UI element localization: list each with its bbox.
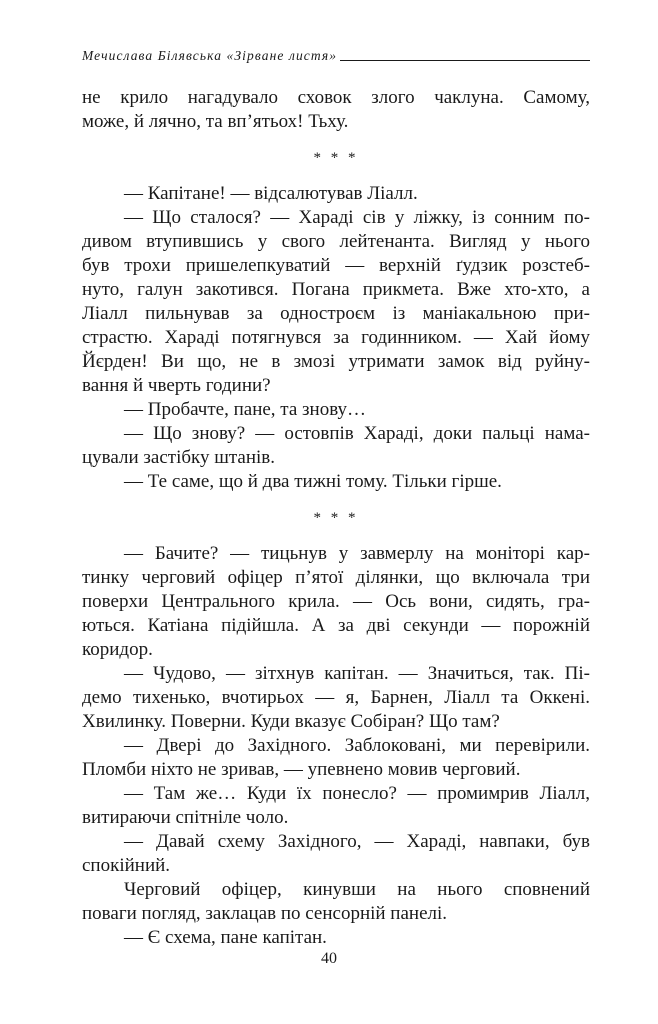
text-line: — Там же… Куди їх понесло? — промимрив Ліалл, (124, 783, 590, 804)
text-line: — Капітане! — відсалютував Ліалл. (124, 183, 418, 204)
text-line: може, й лячно, та вп’ятьох! Тьху. (82, 111, 349, 132)
text-line: спокійний. (82, 855, 171, 876)
text-line: поваги погляд, заклацав по сенсорній панелі. (82, 903, 448, 924)
text-line: — Те саме, що й два тижні тому. Тільки гірше. (124, 471, 502, 492)
text-line: вання й чверть години? (82, 375, 271, 396)
running-header (82, 46, 590, 64)
page-body (82, 86, 590, 950)
text-line: поверхи Центрального крила. — Ось вони, сидять, гра- (82, 591, 590, 612)
text-line: — Чудово, — зітхнув капітан. — Значиться, так. Пі- (124, 663, 590, 684)
section-separator: * * * (313, 510, 359, 526)
text-line: — Пробачте, пане, та знову… (124, 399, 367, 420)
text-line: був трохи пришелепкуватий — верхній ґудзик розстеб- (82, 255, 590, 276)
text-line: ються. Катіана підійшла. А за дві секунди — порожній (82, 615, 590, 636)
text-line: коридор. (82, 639, 153, 660)
text-line: демо тихенько, вчотирьох — я, Барнен, Ліалл та Оккені. (82, 687, 590, 708)
text-line: витираючи спітніле чоло. (82, 807, 289, 828)
text-line: Черговий офіцер, кинувши на нього сповнений (124, 879, 590, 900)
text-line: нуто, галун закотився. Погана прикмета. Вже хто-хто, а (82, 279, 590, 300)
text-line: — Є схема, пане капітан. (124, 927, 327, 948)
text-line: — Бачите? — тицьнув у завмерлу на моніторі кар- (124, 543, 590, 564)
text-line: Йєрден! Ви що, не в змозі утримати замок від руйну- (82, 351, 590, 372)
text-line: — Що сталося? — Хараді сів у ліжку, із сонним по- (124, 207, 590, 228)
header-rule (340, 60, 590, 61)
page-number: 40 (321, 950, 337, 967)
text-line: Хвилинку. Поверни. Куди вказує Собіран? Що там? (82, 711, 500, 732)
text-line: — Двері до Західного. Заблоковані, ми перевірили. (124, 735, 590, 756)
text-line: дивом втупившись у свого лейтенанта. Вигляд у нього (82, 231, 590, 252)
text-line: Пломби ніхто не зривав, — упевнено мовив черговий. (82, 759, 521, 780)
text-line: — Що знову? — остовпів Хараді, доки пальці нама- (124, 423, 590, 444)
text-line: цували застібку штанів. (82, 447, 275, 468)
text-line: Ліалл пильнував за одностроєм із маніакальною при- (82, 303, 590, 324)
running-title: Мечислава Білявська «Зірване листя» (82, 48, 338, 63)
text-line: тинку черговий офіцер п’ятої ділянки, що включала три (82, 567, 590, 588)
text-line: страстю. Хараді потягнувся за годинником. — Хай йому (82, 327, 590, 348)
text-line: не крило нагадувало сховок злого чаклуна. Самому, (82, 87, 590, 108)
section-separator: * * * (313, 150, 359, 166)
text-line: — Давай схему Західного, — Хараді, навпаки, був (124, 831, 590, 852)
